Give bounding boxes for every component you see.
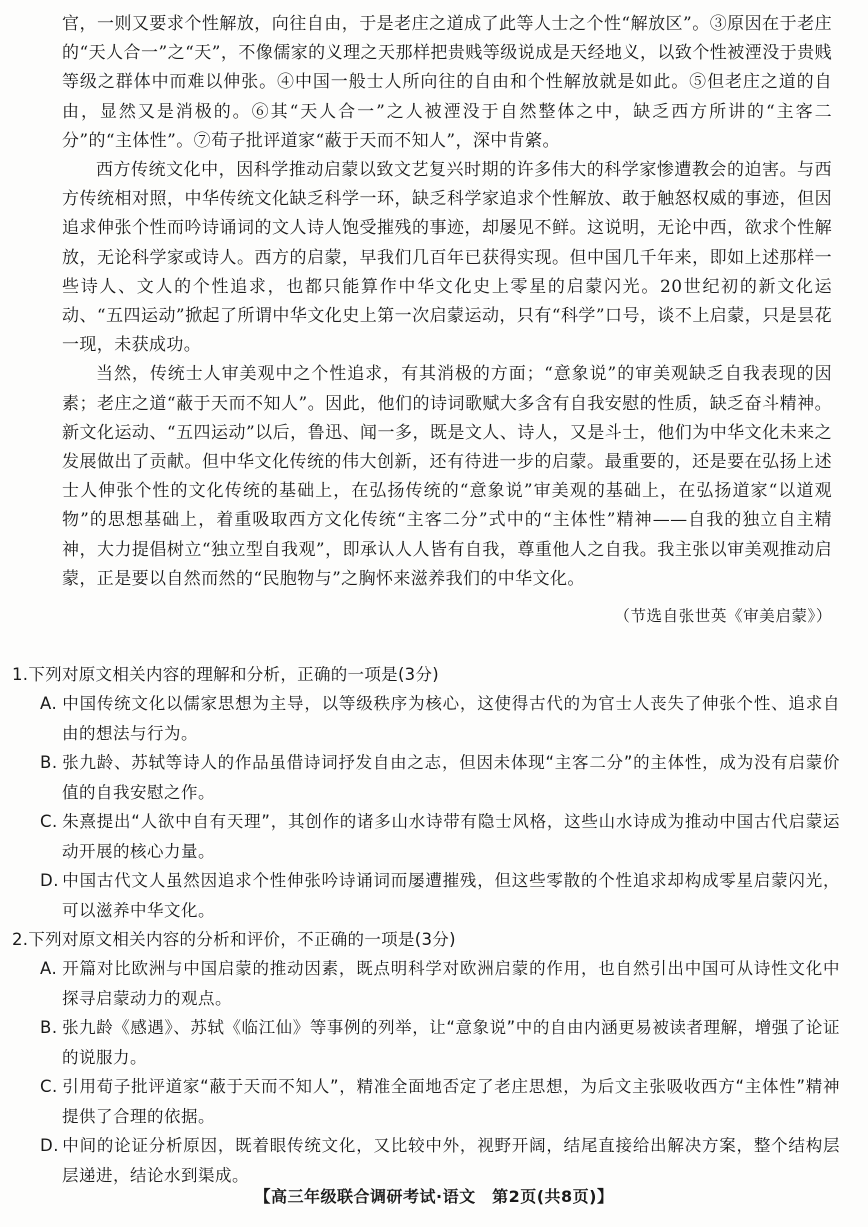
option-b[interactable] xyxy=(12,748,840,807)
option-text: 朱熹提出“人欲中自有天理”，其创作的诸多山水诗带有隐士风格，这些山水诗成为推动中国古代启蒙运动开展的核心力量。 xyxy=(62,812,840,861)
option-d[interactable] xyxy=(12,1131,840,1190)
question-stem: 2.下列对原文相关内容的分析和评价，不正确的一项是(3分) xyxy=(12,930,456,949)
option-letter: B. xyxy=(40,1018,58,1037)
option-text: 中间的论证分析原因，既着眼传统文化，又比较中外，视野开阔，结尾直接给出解决方案，整个结构层层递进，结论水到渠成。 xyxy=(62,1136,840,1185)
option-c[interactable] xyxy=(12,1072,840,1131)
passage-paragraph-2: 西方传统文化中，因科学推动启蒙以致文艺复兴时期的许多伟大的科学家惨遭教会的迫害。与西方传统相对照，中华传统文化缺乏科学一环，缺乏科学家追求个性解放、敢于触怒权威的事迹，但因追求伸张个性而吟诗诵词的文人诗人饱受摧残的事迹，却屡见不鲜。这说明，无论中西，欲求个性解放，无论科学家或诗人。西方的启蒙，早我们几百年已获得实现。但中国几千年来，即如上述那样一些诗人、文人的个性追求，也都只能算作中华文化史上零星的启蒙闪光。20世纪初的新文化运动、“五四运动”掀起了所谓中华文化史上第一次启蒙运动，只有“科学”口号，谈不上启蒙，只是昙花一现，未获成功。 xyxy=(62,160,832,356)
passage-paragraph-1: 官，一则又要求个性解放，向往自由，于是老庄之道成了此等人士之个性“解放区”。③原因在于老庄的“天人合一”之“天”，不像儒家的义理之天那样把贵贱等级说成是天经地义，以致个性被湮没于贵贱等级之群体中而难以伸张。④中国一般士人所向往的自由和个性解放就是如此。⑤但老庄之道的自由，显然又是消极的。⑥其“天人合一”之人被湮没于自然整体之中，缺乏西方所讲的“主客二分”的“主体性”。⑦荀子批评道家“蔽于天而不知人”，深中肯綮。 xyxy=(62,14,832,151)
option-b[interactable] xyxy=(12,1013,840,1072)
page-footer: 【高三年级联合调研考试·语文 第2页(共8页)】 xyxy=(254,1187,614,1206)
passage-source: （节选自张世英《审美启蒙》） xyxy=(614,607,832,626)
question-section xyxy=(12,660,840,1190)
option-letter: A. xyxy=(40,694,58,713)
option-text: 中国古代文人虽然因追求个性伸张吟诗诵词而屡遭摧残，但这些零散的个性追求却构成零星启蒙闪光，可以滋养中华文化。 xyxy=(62,871,840,920)
option-text: 张九龄、苏轼等诗人的作品虽借诗词抒发自由之志，但因未体现“主客二分”的主体性，成为没有启蒙价值的自我安慰之作。 xyxy=(62,753,840,802)
question-1 xyxy=(12,660,840,925)
option-text: 中国传统文化以儒家思想为主导，以等级秩序为核心，这使得古代的为官士人丧失了伸张个性、追求自由的想法与行为。 xyxy=(62,694,840,743)
option-letter: A. xyxy=(40,959,58,978)
passage-paragraph-3: 当然，传统士人审美观中之个性追求，有其消极的方面；“意象说”的审美观缺乏自我表现的因素；老庄之道“蔽于天而不知人”。因此，他们的诗词歌赋大多含有自我安慰的性质，缺乏奋斗精神。新文化运动、“五四运动”以后，鲁迅、闻一多，既是文人、诗人，又是斗士，他们为中华文化未来之发展做出了贡献。但中华文化传统的伟大创新，还有待进一步的启蒙。最重要的，还是要在弘扬上述士人伸张个性的文化传统的基础上，在弘扬传统的“意象说”审美观的基础上，在弘扬道家“以道观物”的思想基础上，着重吸取西方文化传统“主客二分”式中的“主体性”精神——自我的独立自主精神，大力提倡树立“独立型自我观”，即承认人人皆有自我，尊重他人之自我。我主张以审美观推动启蒙，正是要以自然而然的“民胞物与”之胸怀来滋养我们的中华文化。 xyxy=(62,364,832,589)
option-a[interactable] xyxy=(12,954,840,1013)
option-c[interactable] xyxy=(12,807,840,866)
option-d[interactable] xyxy=(12,866,840,925)
question-stem: 1.下列对原文相关内容的理解和分析，正确的一项是(3分) xyxy=(12,665,440,684)
option-letter: C. xyxy=(40,1077,58,1096)
option-text: 开篇对比欧洲与中国启蒙的推动因素，既点明科学对欧洲启蒙的作用，也自然引出中国可从诗性文化中探寻启蒙动力的观点。 xyxy=(62,959,840,1008)
option-letter: D. xyxy=(40,871,59,890)
option-letter: C. xyxy=(40,812,58,831)
reading-passage xyxy=(62,10,832,632)
option-text: 引用荀子批评道家“蔽于天而不知人”，精准全面地否定了老庄思想，为后文主张吸收西方“主体性”精神提供了合理的依据。 xyxy=(62,1077,840,1126)
option-letter: D. xyxy=(40,1136,59,1155)
option-letter: B. xyxy=(40,753,58,772)
option-a[interactable] xyxy=(12,689,840,748)
option-text: 张九龄《感遇》、苏轼《临江仙》等事例的列举，让“意象说”中的自由内涵更易被读者理解，增强了论证的说服力。 xyxy=(62,1018,840,1067)
question-2 xyxy=(12,925,840,1190)
